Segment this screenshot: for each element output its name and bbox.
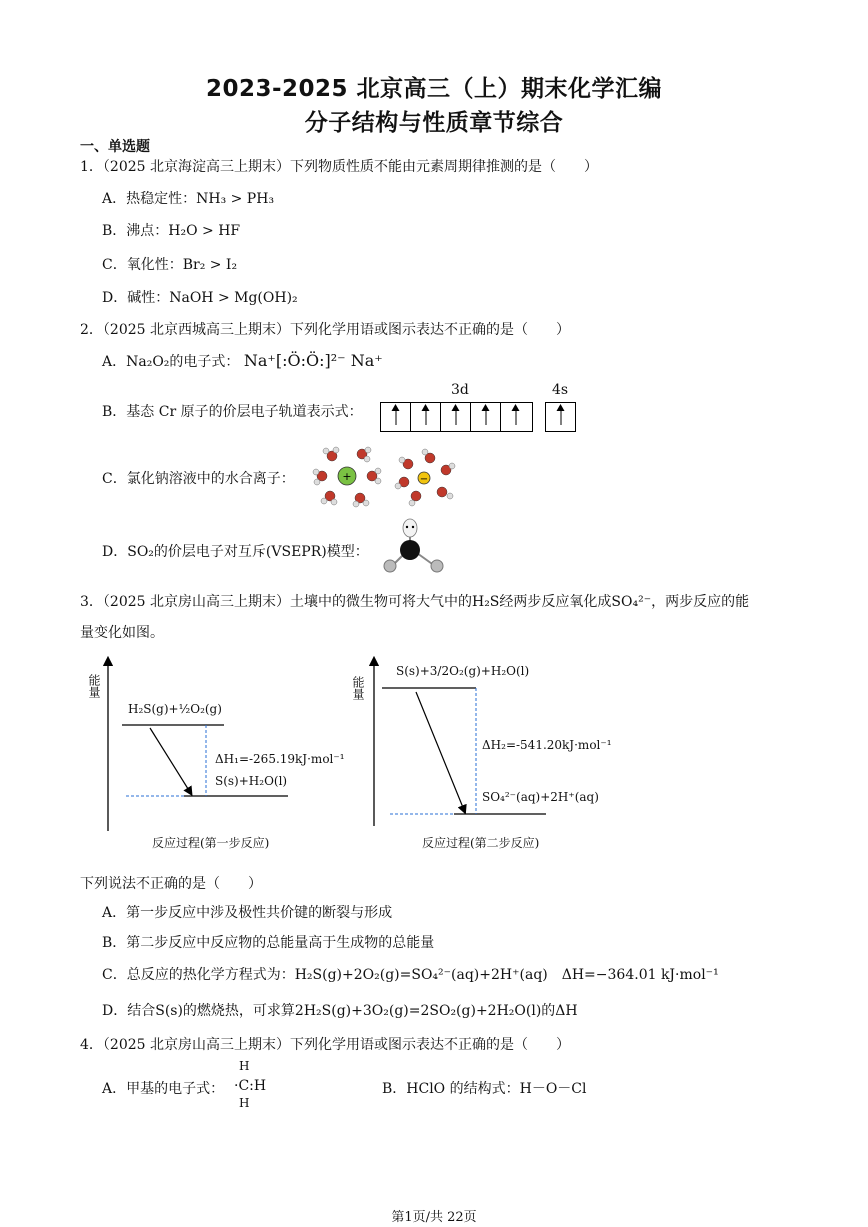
orbital-cell [471,403,501,431]
diagram1-delta-h: ΔH₁=-265.19kJ·mol⁻¹ [215,752,345,766]
na2o2-electron-formula: Na⁺[:Ö:Ö:]²⁻ Na⁺ [243,351,383,370]
q2-option-b: B．基态 Cr 原子的价层电子轨道表示式： [102,404,363,420]
hydrated-ions-figure [312,444,462,512]
diagram2-products: SO₄²⁻(aq)+2H⁺(aq) [482,790,599,804]
section-heading: 一、单选题 [80,139,150,155]
q2-option-a [102,351,383,371]
spin-up-arrow-icon [425,407,426,425]
methyl-h-bottom: H [239,1096,250,1110]
orbital-cell [381,403,411,431]
q4-stem: 4．（2025 北京房山高三上期末）下列化学用语或图示表达不正确的是（ ） [80,1037,570,1053]
q2-option-a-label: A．Na₂O₂的电子式： [102,354,240,370]
q2-stem: 2．（2025 北京西城高三上期末）下列化学用语或图示表达不正确的是（ ） [80,322,570,338]
orbital-cell [441,403,471,431]
q1-option-a: A．热稳定性：NH₃ > PH₃ [102,191,275,207]
methyl-c-h: ·C:H [234,1078,267,1094]
svg-text:+: + [342,470,352,483]
document-subtitle: 分子结构与性质章节综合 [304,110,564,136]
q2-option-d: D．SO₂的价层电子对互斥(VSEPR)模型： [102,544,369,560]
sodium-hydrated-ion-icon [313,447,381,507]
diagram1-reactants: H₂S(g)+½O₂(g) [128,702,222,716]
diagram2-caption: 反应过程(第二步反应) [422,836,540,850]
q3-stem-line1: 3．（2025 北京房山高三上期末）土壤中的微生物可将大气中的H₂S经两步反应氧化成SO₄²⁻，两步反应的能 [80,594,750,610]
q3-option-d: D．结合S(s)的燃烧热，可求算2H₂S(g)+3O₂(g)=2SO₂(g)+2H₂O(l)的ΔH [102,1003,578,1019]
spin-up-arrow-icon [395,407,396,425]
q4-option-b: B．HClO 的结构式：H－O－Cl [382,1081,587,1097]
diagram1-ylabel: 能量 [87,674,101,698]
orbital-4s-box [545,402,576,432]
orbital-4s-label: 4s [552,382,569,398]
spin-up-arrow-icon [485,407,486,425]
orbital-3d-box [380,402,533,432]
diagram1-products: S(s)+H₂O(l) [215,774,288,788]
q4-option-a: A．甲基的电子式： [102,1081,225,1097]
q3-option-b: B．第二步反应中反应物的总能量高于生成物的总能量 [102,935,435,951]
diagram2-delta-h: ΔH₂=-541.20kJ·mol⁻¹ [482,738,612,752]
energy-diagram-step2 [346,656,626,856]
diagram2-reactants: S(s)+3/2O₂(g)+H₂O(l) [396,664,530,678]
q3-option-c: C．总反应的热化学方程式为：H₂S(g)+2O₂(g)=SO₄²⁻(aq)+2H⁺(aq) ΔH=−364.01 kJ·mol⁻¹ [102,967,719,983]
diagram2-ylabel: 能量 [351,676,365,700]
q3-option-a: A．第一步反应中涉及极性共价键的断裂与形成 [102,905,393,921]
orbital-cell [411,403,441,431]
svg-text:−: − [419,474,429,485]
q1-option-d: D．碱性：NaOH > Mg(OH)₂ [102,290,298,306]
orbital-cell [501,403,530,431]
q3-stem-line2: 量变化如图。 [80,625,164,641]
q1-stem: 1．（2025 北京海淀高三上期末）下列物质性质不能由元素周期律推测的是（ ） [80,159,598,175]
q2-option-c: C．氯化钠溶液中的水合离子： [102,471,295,487]
q1-option-c: C．氧化性：Br₂ > I₂ [102,257,238,273]
methyl-h-top: H [239,1059,250,1073]
spin-up-arrow-icon [515,407,516,425]
q3-ask: 下列说法不正确的是（ ） [80,876,262,892]
page-footer: 第1页/共 22页 [391,1210,477,1225]
document-title: 2023-2025 北京高三（上）期末化学汇编 [205,76,663,102]
diagram1-caption: 反应过程(第一步反应) [152,836,270,850]
orbital-3d-label: 3d [451,382,469,398]
q1-option-b: B．沸点：H₂O > HF [102,223,241,239]
chloride-hydrated-ion-icon [395,449,455,506]
energy-diagram-step1 [78,656,345,856]
so2-vsepr-model-figure [380,518,450,578]
spin-up-arrow-icon [455,407,456,425]
spin-up-arrow-icon [560,407,561,425]
